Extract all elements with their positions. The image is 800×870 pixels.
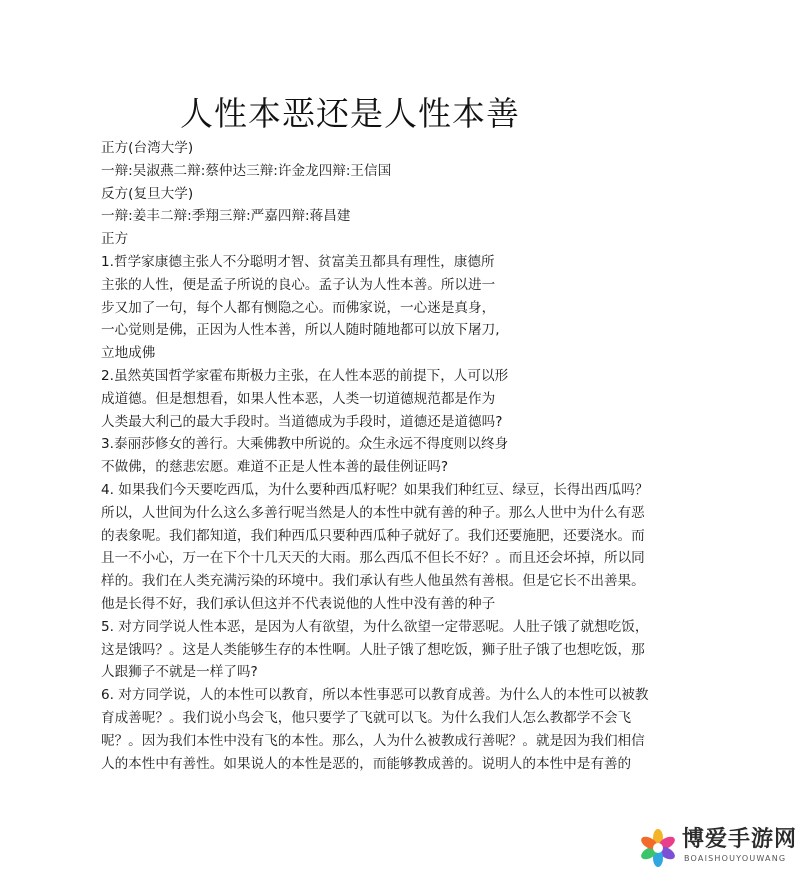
- document-line: 3.泰丽莎修女的善行。大乘佛教中所说的。众生永远不得度则以终身: [101, 436, 509, 453]
- document-line: 且一不小心，万一在下个十几天天的大雨。那么西瓜不但长不好？。而且还会坏掉，所以同: [101, 550, 645, 567]
- document-line: 一心觉则是佛，正因为人性本善，所以人随时随地都可以放下屠刀,: [101, 322, 500, 339]
- document-line: 立地成佛: [101, 345, 156, 362]
- document-line: 一辩:吴淑燕二辩:蔡仲达三辩:许金龙四辩:王信国: [101, 162, 392, 179]
- document-line: 反方(复旦大学): [101, 185, 194, 202]
- document-line: 步又加了一句，每个人都有恻隐之心。而佛家说，一心迷是真身，: [101, 299, 496, 316]
- logo-name: 博爱手游网: [682, 827, 798, 852]
- document-line: 育成善呢？。我们说小鸟会飞，他只要学了飞就可以飞。为什么我们人怎么教都学不会飞: [101, 709, 632, 726]
- document-line: 人的本性中有善性。如果说人的本性是恶的，而能够教成善的。说明人的本性中是有善的: [101, 755, 632, 772]
- document-line: 不做佛，的慈悲宏愿。难道不正是人性本善的最佳例证吗?: [101, 459, 449, 476]
- document-title: 人性本恶还是人性本善: [180, 94, 520, 133]
- document-line: 6. 对方同学说，人的本性可以教育，所以本性事恶可以教育成善。为什么人的本性可以被教: [101, 687, 649, 704]
- document-line: 的表象呢。我们都知道，我们种西瓜只要种西瓜种子就好了。我们还要施肥，还要浇水。而: [101, 527, 645, 544]
- site-logo: [638, 826, 798, 866]
- document-line: 这是饿吗？。这是人类能够生存的本性啊。人肚子饿了想吃饭，狮子肚子饿了也想吃饭，那: [101, 641, 645, 658]
- document-line: 人跟狮子不就是一样了吗?: [101, 664, 258, 681]
- logo-domain: BOAISHOUYOUWANG: [684, 854, 787, 863]
- document-line: 样的。我们在人类充满污染的环境中。我们承认有些人他虽然有善根。但是它长不出善果。: [101, 573, 645, 590]
- document-line: 正方(台湾大学): [101, 140, 194, 156]
- document-line: 主张的人性，便是孟子所说的良心。孟子认为人性本善。所以进一: [101, 276, 496, 293]
- document-body: [101, 137, 791, 775]
- document-line: 他是长得不好，我们承认但这并不代表说他的人性中没有善的种子: [101, 595, 496, 612]
- flower-logo-icon: [638, 828, 678, 868]
- document-line: 正方: [101, 231, 129, 248]
- document-line: 4. 如果我们今天要吃西瓜，为什么要种西瓜籽呢？如果我们种红豆、绿豆，长得出西瓜吗？: [101, 481, 649, 498]
- document-line: 成道德。但是想想看，如果人性本恶，人类一切道德规范都是作为: [101, 390, 496, 407]
- document-line: 5. 对方同学说人性本恶，是因为人有欲望，为什么欲望一定带恶呢。人肚子饿了就想吃饭，: [101, 618, 649, 635]
- document-line: 呢？。因为我们本性中没有飞的本性。那么，人为什么被教成行善呢？。就是因为我们相信: [101, 732, 645, 749]
- document-line: 人类最大利己的最大手段时。当道德成为手段时，道德还是道德吗?: [101, 413, 503, 430]
- document-line: 1.哲学家康德主张人不分聪明才智、贫富美丑都具有理性，康德所: [101, 253, 495, 270]
- document-line: 所以，人世间为什么这么多善行呢当然是人的本性中就有善的种子。那么人世中为什么有恶: [101, 504, 645, 521]
- document-line: 2.虽然英国哲学家霍布斯极力主张，在人性本恶的前提下，人可以形: [101, 367, 509, 384]
- document-line: 一辩:姜丰二辩:季翔三辩:严嘉四辩:蒋昌建: [101, 208, 351, 225]
